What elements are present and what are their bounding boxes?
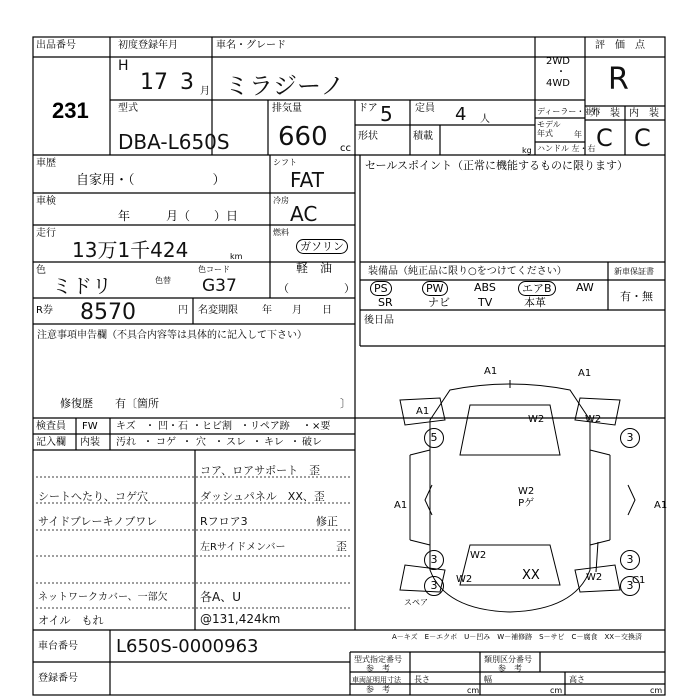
ref-label-2: 参 考 [498, 664, 522, 673]
row2-tear: 破レ [302, 437, 322, 448]
row1-dent: 凹・石 [158, 421, 188, 432]
lot-number: 231 [52, 98, 89, 123]
spare-label: スペア [404, 598, 428, 607]
note-right-2: ダッシュパネル XX、歪 [200, 490, 325, 503]
warranty-label: 新車保証書 [614, 267, 654, 276]
ac-label: 冷房 [273, 196, 289, 205]
shift-value: FAT [290, 168, 325, 192]
rec-value: 8570 [80, 300, 136, 325]
model-label: 型式 [118, 103, 138, 114]
note-right-3: Rフロア3 [200, 515, 248, 528]
drive-sep: ・ [556, 67, 566, 78]
row2-sep4: ・ [252, 437, 262, 448]
handle-label: ハンドル 左・右 [537, 144, 596, 153]
circle-3-2: 3 [424, 550, 444, 570]
row1-fw: FW [82, 421, 98, 432]
equip-ps: PS [370, 281, 392, 296]
inspect-value: 年 月（ ）日 [118, 209, 239, 223]
row1-sep4: ・ [302, 421, 312, 432]
row1-sep1: ・ [145, 421, 155, 432]
fuel-alt: 軽 油 [296, 261, 333, 275]
repair-label: 修復歴 有〔箇所 [60, 397, 159, 410]
height-unit: cm [650, 686, 663, 695]
drive-2wd: 2WD [546, 56, 570, 67]
circle-3-4: 3 [424, 576, 444, 596]
shape-label: 形状 [358, 131, 378, 142]
history-value: 自家用・（ ） [76, 173, 226, 188]
row2-rub: スレ [226, 437, 246, 448]
chassis-label: 車台番号 [38, 641, 78, 652]
equip-airbag: エアB [518, 281, 556, 296]
load-label: 積載 [413, 131, 433, 142]
equip-abs: ABS [474, 281, 496, 294]
row1-repair: リペア跡 [250, 421, 290, 432]
disp-unit: cc [340, 143, 351, 154]
mark-w2-3: W2 [470, 550, 487, 561]
reg-month: 3 [180, 70, 194, 95]
row1-crack: ヒビ割 [202, 421, 232, 432]
inspector-label-2: 記入欄 [36, 437, 66, 448]
reg-era: H [118, 58, 129, 74]
mark-w2-2: W2 [585, 414, 602, 425]
row2-sep2: ・ [182, 437, 192, 448]
ext-value: C [596, 124, 613, 152]
note-right-5: 左Rサイドメンバー [200, 542, 286, 553]
fuel-paren: （ ） [278, 282, 355, 295]
mark-w2-4: W2 [456, 574, 473, 585]
circle-3-5: 3 [620, 576, 640, 596]
type-cert-label: 型式指定番号 [354, 655, 402, 664]
car-name-label: 車名・グレード [216, 40, 286, 51]
damage-legend: A－キズ E－エクボ U－凹み W－補修跡 S－サビ C－腐食 XX－交換済 [392, 633, 643, 641]
cap-value: 4 [455, 104, 467, 125]
row1-sep3: ・ [240, 421, 250, 432]
note-left-4: オイル もれ [38, 614, 104, 627]
size-label: 車両証明用寸法 [352, 676, 401, 684]
mileage-unit: km [230, 252, 243, 261]
row1-sep2: ・ [192, 421, 202, 432]
color-code-value: G37 [202, 276, 237, 296]
color-code-label: 色コード [198, 265, 230, 274]
class-label: 類別区分番号 [484, 655, 532, 664]
row1-need: ×要 [312, 421, 331, 432]
mark-w2-1: W2 [528, 414, 545, 425]
note-left-2: サイドブレーキノブワレ [38, 515, 158, 528]
door-label: ドア [358, 103, 378, 114]
fuel-value: ガソリン [296, 239, 348, 254]
equip-pw: PW [422, 281, 448, 296]
equip-aw: AW [576, 281, 594, 294]
color-change-label: 色替 [155, 276, 171, 285]
model-value: DBA-L650S [118, 130, 230, 154]
fuel-label: 燃料 [273, 228, 289, 237]
circle-3-3: 3 [620, 550, 640, 570]
shift-label: シフト [273, 158, 297, 167]
name-change-value: 年 月 日 [262, 305, 332, 316]
cap-unit: 人 [480, 114, 490, 125]
height-label: 高さ [569, 675, 585, 684]
equip-tv: TV [478, 296, 493, 309]
mark-xx: XX [522, 568, 540, 583]
row2-dirt: 汚れ [116, 437, 136, 448]
row2-burn: コゲ [156, 437, 176, 448]
warranty-value: 有・無 [620, 290, 653, 303]
note-right-1: コア、ロアサポート 歪 [200, 464, 321, 477]
chassis-value: L650S-0000963 [116, 636, 259, 657]
equip-label: 装備品（純正品に限り○をつけてください） [368, 266, 567, 277]
month-unit: 月 [200, 86, 210, 97]
int-label: 内 装 [629, 108, 659, 119]
ac-value: AC [290, 202, 318, 226]
car-name: ミラジーノ [225, 72, 345, 100]
mileage-label: 走行 [36, 228, 56, 239]
notes-label: 注意事項申告欄（不具合内容等は具体的に記入して下さい） [37, 330, 307, 341]
disp-value: 660 [278, 122, 328, 152]
inspect-label: 車検 [36, 196, 56, 207]
circle-3-1: 3 [620, 428, 640, 448]
int-value: C [634, 124, 651, 152]
sales-point-label: セールスポイント（正常に機能するものに限ります） [365, 159, 629, 172]
mark-w2-pg: W2 Pゲ [518, 486, 535, 509]
note-left-3: ネットワークカバー、一部欠 [38, 592, 168, 603]
row2-interior: 内装 [80, 437, 100, 448]
grade-label: 評 価 点 [595, 40, 645, 51]
length-label: 長さ [414, 675, 430, 684]
note-right-7: 各A、U [200, 590, 241, 604]
color-label: 色 [36, 265, 46, 276]
row2-hole: 穴 [196, 437, 206, 448]
mark-w2-5: W2 [586, 572, 603, 583]
ext-label: 外 装 [590, 108, 620, 119]
note-right-8: @131,424km [200, 612, 281, 626]
equip-sr: SR [378, 296, 393, 309]
mark-a1-5: A1 [654, 500, 668, 511]
inspector-label-1: 検査員 [36, 421, 66, 432]
equip-leather: 本革 [524, 296, 546, 309]
width-unit: cm [550, 686, 563, 695]
reg-year: 17 [140, 70, 168, 95]
note-right-4: 修正 [316, 515, 338, 528]
ref-label-3: 参 考 [366, 685, 390, 694]
note-right-6: 歪 [336, 540, 347, 553]
drive-4wd: 4WD [546, 78, 570, 89]
row2-cut: キレ [264, 437, 284, 448]
row2-sep1: ・ [143, 437, 153, 448]
circle-5: 5 [424, 428, 444, 448]
history-label: 車歴 [36, 158, 56, 169]
mileage-value: 13万1千424 [72, 238, 189, 262]
reg-number-label: 登録番号 [38, 673, 78, 684]
equip-navi: ナビ [428, 296, 450, 309]
name-change-label: 名変期限 [198, 305, 238, 316]
model-year-label: モデル 年式 [537, 120, 561, 138]
row2-sep3: ・ [214, 437, 224, 448]
color-value: ミドリ [52, 274, 112, 298]
rear-seat-label: 後日品 [364, 315, 394, 326]
dealer-label: ディーラー・並行 [537, 107, 601, 116]
rec-label: R券 [36, 305, 53, 316]
mark-a1-3: A1 [416, 406, 430, 417]
year-unit: 年 [574, 130, 582, 139]
rec-unit: 円 [178, 305, 188, 316]
repair-end: 〕 [340, 397, 351, 410]
row2-sep5: ・ [290, 437, 300, 448]
lot-label: 出品番号 [36, 40, 76, 51]
width-label: 幅 [484, 675, 492, 684]
mark-a1-2: A1 [578, 368, 592, 379]
first-reg-label: 初度登録年月 [118, 40, 178, 51]
mark-a1-4: A1 [394, 500, 408, 511]
grade-value: R [608, 62, 629, 97]
mark-a1-1: A1 [484, 366, 498, 377]
cap-label: 定員 [415, 103, 435, 114]
load-unit: kg [522, 146, 532, 155]
disp-label: 排気量 [272, 103, 302, 114]
length-unit: cm [467, 686, 480, 695]
mark-c1: C1 [632, 575, 646, 586]
row1-scratch: キズ [116, 421, 136, 432]
note-left-1: シートへたり、コゲ穴 [38, 490, 148, 503]
ref-label-1: 参 考 [366, 664, 390, 673]
door-value: 5 [380, 102, 393, 126]
